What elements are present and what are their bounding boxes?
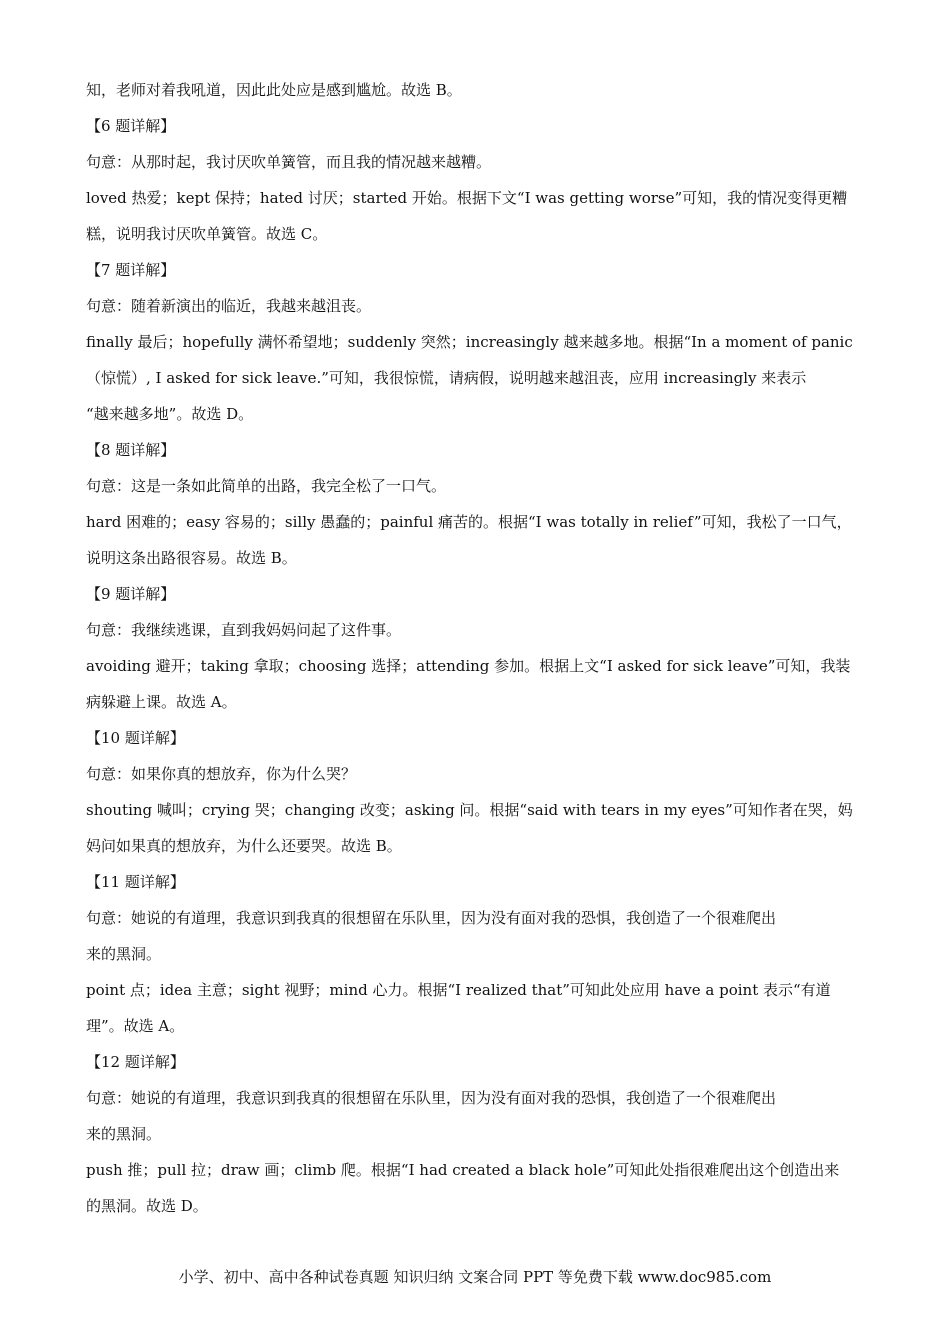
question-heading-9: 【9 题详解】: [86, 585, 176, 603]
explanation-line: finally 最后；hopefully 满怀希望地；suddenly 突然；increasingly 越来越多地。根据“In a moment of panic: [86, 333, 853, 351]
explanation-line: 的黑洞。故选 D。: [86, 1197, 208, 1215]
explanation-line: 病躲避上课。故选 A。: [86, 693, 237, 711]
explanation-line: avoiding 避开；taking 拿取；choosing 选择；attending 参加。根据上文“I asked for sick leave”可知，我装: [86, 657, 851, 675]
sentence-meaning: 句意：随着新演出的临近，我越来越沮丧。: [86, 297, 372, 315]
explanation-line: push 推；pull 拉；draw 画；climb 爬。根据“I had created a black hole”可知此处指很难爬出这个创造出来: [86, 1161, 840, 1179]
sentence-meaning: 句意：从那时起，我讨厌吹单簧管，而且我的情况越来越糟。: [86, 153, 492, 171]
explanation-line: shouting 喊叫；crying 哭；changing 改变；asking 问。根据“said with tears in my eyes”可知作者在哭，妈: [86, 801, 853, 819]
explanation-line: （惊慌）, I asked for sick leave.”可知，我很惊慌，请病假，说明越来越沮丧，应用 increasingly 来表示: [86, 369, 807, 387]
sentence-meaning: 句意：我继续逃课，直到我妈妈问起了这件事。: [86, 621, 402, 639]
explanation-line: 理”。故选 A。: [86, 1017, 185, 1035]
sentence-meaning: 来的黑洞。: [86, 945, 162, 963]
explanation-line: point 点；idea 主意；sight 视野；mind 心力。根据“I realized that”可知此处应用 have a point 表示“有道: [86, 981, 831, 999]
sentence-meaning: 句意：她说的有道理，我意识到我真的很想留在乐队里，因为没有面对我的恐惧，我创造了一个很难爬出: [86, 1089, 777, 1107]
question-heading-11: 【11 题详解】: [86, 873, 185, 891]
question-heading-8: 【8 题详解】: [86, 441, 176, 459]
question-heading-6: 【6 题详解】: [86, 117, 176, 135]
explanation-line: hard 困难的；easy 容易的；silly 愚蠢的；painful 痛苦的。根据“I was totally in relief”可知，我松了一口气，: [86, 513, 852, 531]
sentence-meaning: 来的黑洞。: [86, 1125, 162, 1143]
explanation-line: 糕，说明我讨厌吹单簧管。故选 C。: [86, 225, 328, 243]
page-footer: 小学、初中、高中各种试卷真题 知识归纳 文案合同 PPT 等免费下载 www.doc985.com: [178, 1268, 772, 1286]
question-heading-7: 【7 题详解】: [86, 261, 176, 279]
explanation-line: “越来越多地”。故选 D。: [86, 405, 254, 423]
sentence-meaning: 句意：她说的有道理，我意识到我真的很想留在乐队里，因为没有面对我的恐惧，我创造了一个很难爬出: [86, 909, 777, 927]
question-heading-10: 【10 题详解】: [86, 729, 185, 747]
explanation-line: 说明这条出路很容易。故选 B。: [86, 549, 297, 567]
document-body: [86, 72, 876, 1224]
explanation-line: loved 热爱；kept 保持；hated 讨厌；started 开始。根据下文“I was getting worse”可知，我的情况变得更糟: [86, 189, 848, 207]
question-heading-12: 【12 题详解】: [86, 1053, 185, 1071]
text-line: 知，老师对着我吼道，因此此处应是感到尴尬。故选 B。: [86, 81, 462, 99]
explanation-line: 妈问如果真的想放弃，为什么还要哭。故选 B。: [86, 837, 402, 855]
sentence-meaning: 句意：如果你真的想放弃，你为什么哭？: [86, 765, 357, 783]
sentence-meaning: 句意：这是一条如此简单的出路，我完全松了一口气。: [86, 477, 447, 495]
